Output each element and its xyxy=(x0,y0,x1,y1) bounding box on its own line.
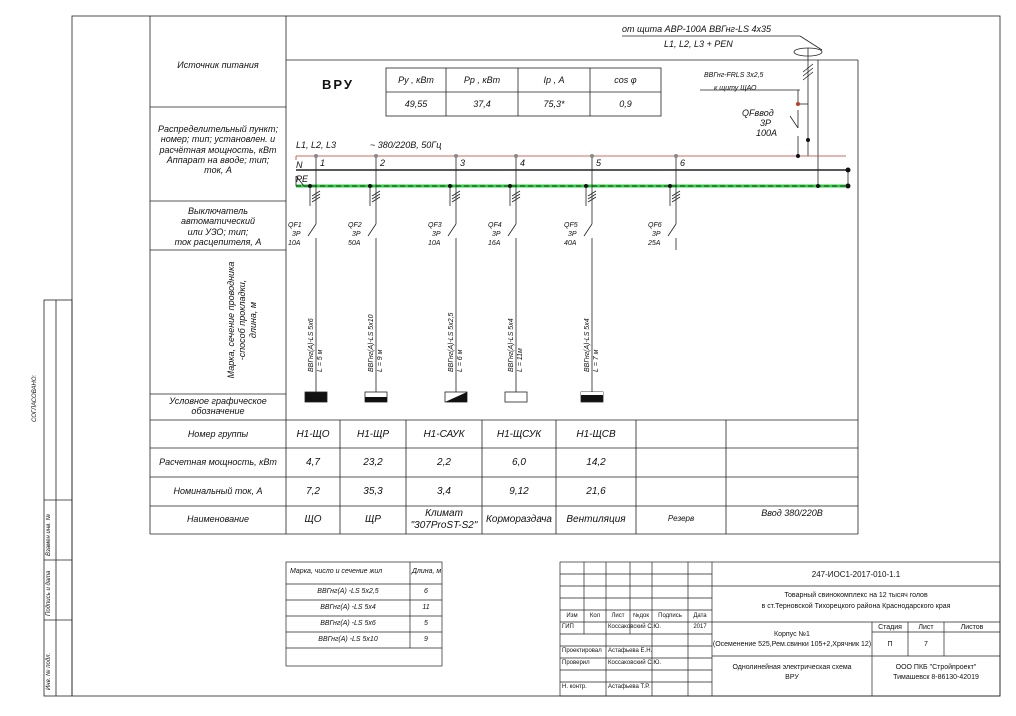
tb-col-4: Подпись xyxy=(658,613,682,619)
company-line-2: Тимашевск 8-86130-42019 xyxy=(893,674,979,681)
feeder-4-symbol xyxy=(505,392,527,402)
feeder-3-name: Климат "307ProST-S2" xyxy=(410,508,478,531)
feeder-4-number: 4 xyxy=(520,158,526,168)
feeder-2-length: L = 9 м xyxy=(377,349,384,372)
feeder-3-number: 3 xyxy=(460,158,466,168)
tb-col-2: Лист xyxy=(611,613,625,619)
side-label-replace: Взамен инв. № xyxy=(46,513,52,556)
feeder-3-amps: 10А xyxy=(428,240,441,247)
tb-col-3: №док xyxy=(633,613,649,619)
emergency-target: к щиту ЩАО xyxy=(714,85,757,92)
cable-row-2-brand: ВВГнг(А) -LS 5х4 xyxy=(320,604,376,611)
feeder-5-amps: 40А xyxy=(564,240,577,247)
cable-row-4-length: 9 xyxy=(424,636,428,643)
input-name: Ввод 380/220В xyxy=(761,508,823,518)
label-power: Расчетная мощность, кВт xyxy=(159,457,277,467)
feeder-4-cable: ВВГнг(А)-LS 5х4 xyxy=(508,318,515,372)
supply-source-text: от щита АВР-100А ВВГнг-LS 4х35 xyxy=(622,24,772,34)
feeder-4-length: L = 11м xyxy=(517,348,524,372)
param-value-cos: 0,9 xyxy=(619,99,632,109)
param-value-ir: 75,3* xyxy=(543,99,565,109)
feeder-6-poles: 3Р xyxy=(652,231,661,238)
feeder-1-number: 1 xyxy=(320,158,326,168)
feeder-3-breaker: QF3 xyxy=(428,222,442,229)
feeder-5-group: Н1-ЩСВ xyxy=(576,429,616,440)
panel-name: ВРУ xyxy=(322,77,354,92)
cable-row-1-length: 6 xyxy=(424,588,428,595)
cable-row-3-brand: ВВГнг(А) -LS 5х6 xyxy=(320,620,376,627)
feeder-4-group: Н1-ЩСУК xyxy=(496,429,542,440)
bus-pe: PE xyxy=(296,174,309,184)
feeder-1-symbol xyxy=(305,392,327,402)
param-value-pr: 37,4 xyxy=(473,99,491,109)
feeder-2-current: 35,3 xyxy=(363,486,383,497)
feeder-2-number: 2 xyxy=(380,158,386,168)
feeder-1-length: L = 5 м xyxy=(317,349,324,372)
feeder-5-cable: ВВГнг(А)-LS 5х4 xyxy=(584,318,591,372)
tb-col-1: Кол xyxy=(589,613,601,619)
param-header-cos: cos φ xyxy=(614,75,637,85)
feeder-6-number: 6 xyxy=(680,158,686,168)
feeder-4-name: Кормораздача xyxy=(486,514,552,525)
feeder-3-poles: 3Р xyxy=(432,231,441,238)
feeder-1-group: Н1-ЩО xyxy=(296,429,330,440)
feeder-5-length: L = 7 м xyxy=(593,349,600,372)
feeder-1-current: 7,2 xyxy=(306,486,320,497)
tb-name-3: Астафьева Т.Р. xyxy=(608,684,650,690)
project-line-2: в ст.Терновской Тихорецкого района Краснодарского края xyxy=(761,603,951,610)
feeder-5-number: 5 xyxy=(596,158,602,168)
sheet-value: 7 xyxy=(924,641,928,648)
feeder-2-name: ЩР xyxy=(365,514,381,525)
feeder-4-current: 9,12 xyxy=(509,486,529,497)
tb-name-1: Астафьева Е.Н. xyxy=(608,648,653,654)
tb-date-0: 2017 xyxy=(693,624,707,630)
cable-row-4-brand: ВВГнг(А) -LS 5х10 xyxy=(318,636,378,643)
feeder-4-poles: 3Р xyxy=(492,231,501,238)
param-header-pr: Рр , кВт xyxy=(463,75,501,85)
feeder-1-breaker: QF1 xyxy=(288,222,302,229)
bus-voltage: ~ 380/220В, 50Гц xyxy=(370,140,442,150)
cable-table-header-length: Длина, м xyxy=(412,568,442,575)
feeder-2-group: Н1-ЩР xyxy=(356,429,389,440)
feeder-1-cable: ВВГнг(А)-LS 5х6 xyxy=(308,318,315,372)
feeder-2-poles: 3Р xyxy=(352,231,361,238)
feeder-5-name: Вентиляция xyxy=(566,514,626,525)
feeder-4-amps: 16А xyxy=(488,240,501,247)
label-group-no: Номер группы xyxy=(187,429,249,439)
cable-row-1-brand: ВВГнг(А) -LS 5х2,5 xyxy=(317,588,379,595)
bus-n: N xyxy=(296,160,303,170)
label-name: Наименование xyxy=(186,514,250,524)
param-header-py: Ру , кВт xyxy=(398,75,434,85)
emergency-cable: ВВГнг-FRLS 3х2,5 xyxy=(704,72,764,79)
sheet-title-2: ВРУ xyxy=(785,674,799,681)
feeder-3-group: Н1-САУК xyxy=(423,429,465,440)
building-line-2: (Осеменение 525,Рем.свинки 105+2,Хрячник 12) xyxy=(712,641,872,648)
label-cable: Марка, сечение проводника -способ прокладки, длина, м xyxy=(226,261,258,379)
tb-col-5: Дата xyxy=(693,613,707,619)
tb-role-1: Проектировал xyxy=(562,648,602,654)
bus-phases: L1, L2, L3 xyxy=(296,140,337,150)
feeder-3-cable: ВВГнг(А)-LS 5х2,5 xyxy=(448,312,455,372)
tb-name-0: Коссаковский С.Ю. xyxy=(608,624,662,630)
feeder-3-length: L = 6 м xyxy=(457,349,464,372)
feeder-1-power: 4,7 xyxy=(306,457,320,468)
tb-col-0: Изм xyxy=(566,613,578,619)
company-line-1: ООО ПКБ "Стройпроект" xyxy=(895,664,977,671)
tb-name-2: Коссаковский С.Ю. xyxy=(608,660,662,666)
side-label-inv: Инв. № подл. xyxy=(46,652,52,690)
feeder-6-name: Резерв xyxy=(667,514,695,523)
stage-label: Стадия xyxy=(878,624,902,631)
cable-row-3-length: 5 xyxy=(424,620,428,627)
feeder-5-power: 14,2 xyxy=(586,457,606,468)
feeder-6-amps: 25А xyxy=(648,240,661,247)
main-breaker-label: QFввод xyxy=(742,108,774,118)
supply-conductors: L1, L2, L3 + PEN xyxy=(664,39,733,49)
cable-row-2-length: 11 xyxy=(422,604,430,611)
side-label-sign: Подпись и дата xyxy=(46,570,52,616)
param-header-ir: Iр , А xyxy=(543,75,565,85)
sheets-label: Листов xyxy=(960,624,984,631)
feeder-4-breaker: QF4 xyxy=(488,222,502,229)
feeder-3-current: 3,4 xyxy=(437,486,451,497)
feeder-1-name: ЩО xyxy=(304,514,322,525)
cable-table-header-brand: Марка, число и сечение жил xyxy=(290,568,383,575)
main-breaker-current: 100А xyxy=(756,128,778,138)
label-breaker: Выключатель автоматический или УЗО; тип; ток расцепителя, А xyxy=(174,206,262,248)
label-distribution: Распределительный пункт; номер; тип; установлен. и расчётная мощность, кВт Аппарат на вводе; тип; ток, А xyxy=(158,124,278,176)
feeder-5-current: 21,6 xyxy=(586,486,606,497)
sheet-title-1: Однолинейная электрическая схема xyxy=(732,664,852,671)
feeder-5-poles: 3Р xyxy=(568,231,577,238)
feeder-2-cable: ВВГнг(А)-LS 5х10 xyxy=(368,314,375,372)
feeder-6-breaker: QF6 xyxy=(648,222,662,229)
label-current: Номинальный ток, А xyxy=(173,486,263,496)
sheet-label: Лист xyxy=(918,624,934,631)
tb-role-0: ГИП xyxy=(562,624,574,630)
feeder-2-breaker: QF2 xyxy=(348,222,362,229)
feeder-2-amps: 50А xyxy=(348,240,361,247)
project-line-1: Товарный свинокомплекс на 12 тысяч голов xyxy=(784,592,928,599)
param-value-py: 49,55 xyxy=(404,99,428,109)
tb-role-2: Проверил xyxy=(562,660,590,666)
stage-value: П xyxy=(887,641,893,648)
feeder-2-power: 23,2 xyxy=(363,457,383,468)
doc-code: 247-ИОС1-2017-010-1.1 xyxy=(811,570,901,579)
tb-role-3: Н. контр. xyxy=(562,684,587,690)
feeder-6-wiring xyxy=(668,154,680,250)
feeder-5-breaker: QF5 xyxy=(564,222,578,229)
side-label-agreed: СОГЛАСОВАНО: xyxy=(32,374,38,422)
feeder-3-power: 2,2 xyxy=(437,457,451,468)
label-source: Источник питания xyxy=(177,60,259,70)
feeder-1-amps: 10А xyxy=(288,240,301,247)
feeder-4-power: 6,0 xyxy=(512,457,526,468)
label-symbol: Условное графическое обозначение xyxy=(169,396,267,417)
building-line-1: Корпус №1 xyxy=(774,631,810,638)
feeder-1-poles: 3Р xyxy=(292,231,301,238)
main-breaker-poles: 3Р xyxy=(760,118,772,128)
